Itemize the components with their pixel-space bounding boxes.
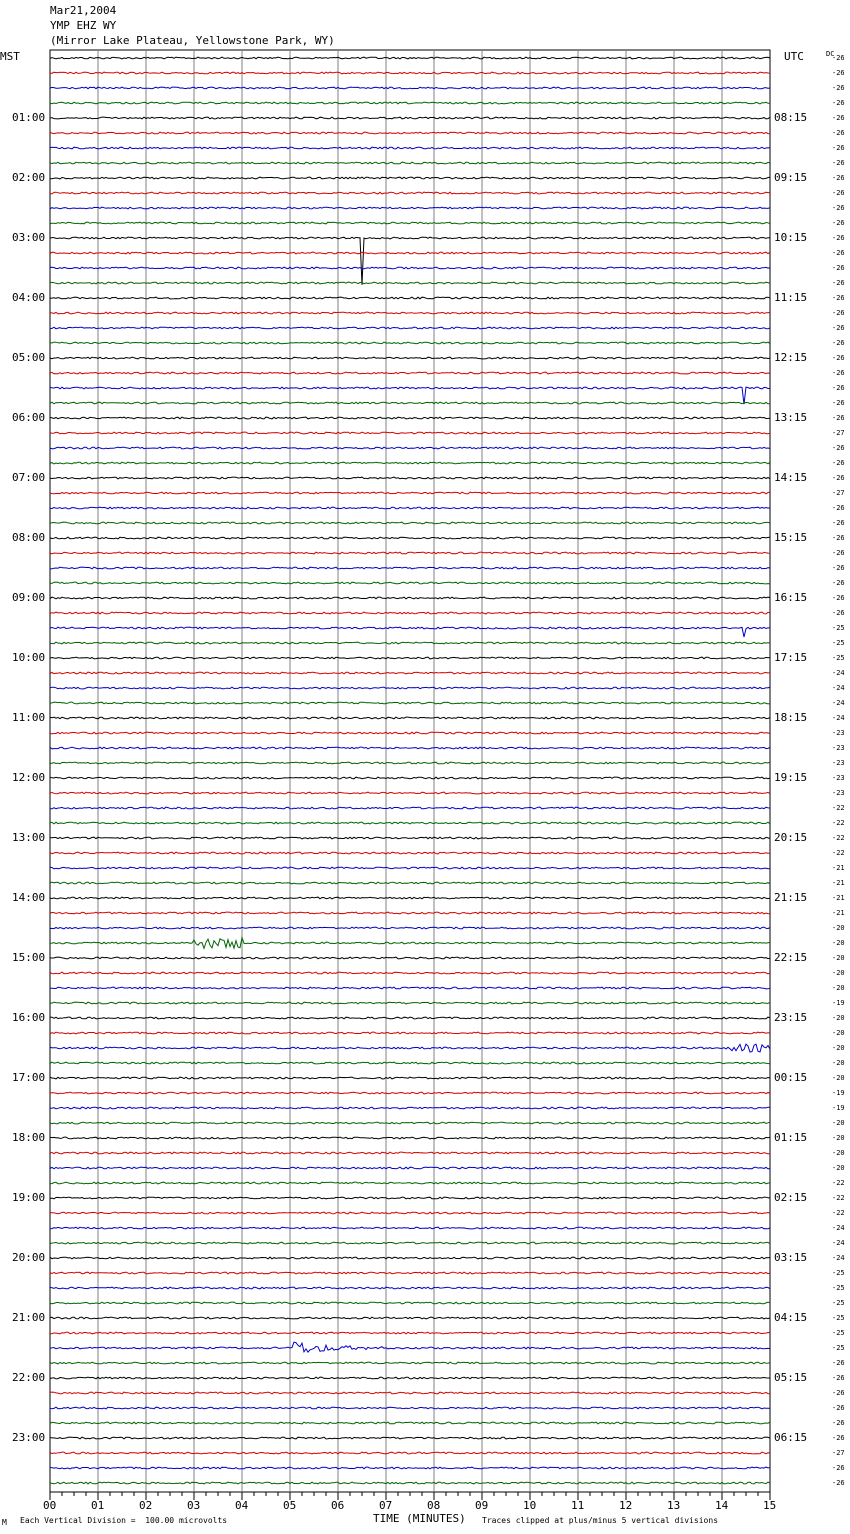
seismic-trace bbox=[50, 1302, 770, 1304]
utc-hour-label: 18:15 bbox=[774, 711, 808, 724]
dc-offset-value: -25 bbox=[832, 1329, 845, 1337]
dc-offset-value: -20 bbox=[832, 1044, 845, 1052]
x-tick-label: 11 bbox=[571, 1499, 585, 1512]
utc-hour-label: 23:15 bbox=[774, 1011, 808, 1024]
dc-offset-value: -21 bbox=[832, 894, 845, 902]
dc-offset-value: -20 bbox=[832, 1164, 845, 1172]
seismic-trace bbox=[50, 1212, 770, 1214]
dc-offset-value: -20 bbox=[832, 1014, 845, 1022]
dc-offset-value: -26 bbox=[832, 279, 845, 287]
dc-offset-value: -26 bbox=[832, 114, 845, 122]
seismic-trace bbox=[50, 492, 770, 494]
dc-offset-value: -20 bbox=[832, 954, 845, 962]
utc-hour-label: 22:15 bbox=[774, 951, 808, 964]
mst-axis-label: MST bbox=[0, 50, 20, 63]
seismic-trace bbox=[50, 402, 770, 404]
seismic-trace bbox=[50, 417, 770, 419]
dc-offset-value: -25 bbox=[832, 1284, 845, 1292]
mst-hour-label: 22:00 bbox=[12, 1371, 46, 1384]
utc-hour-label: 09:15 bbox=[774, 171, 808, 184]
seismic-trace bbox=[50, 1044, 770, 1052]
mst-hour-label: 18:00 bbox=[12, 1131, 46, 1144]
utc-hour-label: 16:15 bbox=[774, 591, 808, 604]
chart-date: Mar21,2004 bbox=[50, 4, 117, 17]
dc-offset-value: -26 bbox=[832, 204, 845, 212]
x-tick-label: 02 bbox=[139, 1499, 153, 1512]
seismic-trace bbox=[50, 447, 770, 449]
seismic-trace bbox=[50, 1077, 770, 1079]
x-tick-label: 15 bbox=[763, 1499, 777, 1512]
dc-offset-value: -26 bbox=[832, 174, 845, 182]
seismic-trace bbox=[50, 1317, 770, 1319]
dc-offset-value: -26 bbox=[832, 294, 845, 302]
seismic-trace bbox=[50, 72, 770, 74]
dc-offset-value: -26 bbox=[832, 1404, 845, 1412]
seismic-trace bbox=[50, 1152, 770, 1154]
dc-offset-value: -26 bbox=[832, 549, 845, 557]
mst-hour-label: 07:00 bbox=[12, 471, 46, 484]
seismic-trace bbox=[50, 1092, 770, 1094]
utc-hour-label: 19:15 bbox=[774, 771, 808, 784]
mst-hour-label: 05:00 bbox=[12, 351, 46, 364]
dc-offset-value: -26 bbox=[832, 564, 845, 572]
dc-offset-value: -20 bbox=[832, 1059, 845, 1067]
seismic-trace bbox=[50, 312, 770, 314]
seismic-trace bbox=[50, 627, 770, 637]
utc-hour-label: 20:15 bbox=[774, 831, 808, 844]
seismic-trace bbox=[50, 282, 770, 284]
seismic-trace bbox=[50, 192, 770, 194]
dc-offset-value: -26 bbox=[832, 579, 845, 587]
utc-hour-label: 21:15 bbox=[774, 891, 808, 904]
dc-offset-value: -24 bbox=[832, 669, 845, 677]
seismic-trace bbox=[50, 132, 770, 134]
dc-offset-value: -26 bbox=[832, 459, 845, 467]
seismic-trace bbox=[50, 1017, 770, 1019]
dc-offset-value: -24 bbox=[832, 1239, 845, 1247]
x-tick-label: 01 bbox=[91, 1499, 105, 1512]
dc-offset-value: -26 bbox=[832, 159, 845, 167]
seismic-trace bbox=[50, 882, 770, 884]
mst-hour-label: 10:00 bbox=[12, 651, 46, 664]
dc-offset-value: -22 bbox=[832, 849, 845, 857]
seismic-trace bbox=[50, 567, 770, 569]
seismic-trace bbox=[50, 612, 770, 614]
dc-offset-value: -26 bbox=[832, 399, 845, 407]
mst-hour-label: 02:00 bbox=[12, 171, 46, 184]
x-tick-label: 10 bbox=[523, 1499, 537, 1512]
seismic-trace bbox=[50, 267, 770, 269]
dc-offset-value: -26 bbox=[832, 309, 845, 317]
utc-hour-label: 12:15 bbox=[774, 351, 808, 364]
dc-offset-value: -21 bbox=[832, 879, 845, 887]
x-tick-label: 09 bbox=[475, 1499, 489, 1512]
utc-hour-label: 02:15 bbox=[774, 1191, 808, 1204]
dc-offset-value: -26 bbox=[832, 1389, 845, 1397]
dc-offset-value: -19 bbox=[832, 1104, 845, 1112]
seismic-trace bbox=[50, 1422, 770, 1424]
dc-offset-value: -26 bbox=[832, 414, 845, 422]
dc-offset-value: -26 bbox=[832, 69, 845, 77]
x-tick-label: 06 bbox=[331, 1499, 345, 1512]
seismic-trace bbox=[50, 1272, 770, 1274]
seismic-trace bbox=[50, 852, 770, 854]
dc-offset-value: -20 bbox=[832, 1134, 845, 1142]
dc-offset-value: -20 bbox=[832, 969, 845, 977]
seismic-trace bbox=[50, 537, 770, 539]
seismic-trace bbox=[50, 897, 770, 899]
dc-offset-value: -26 bbox=[832, 234, 845, 242]
seismic-trace bbox=[50, 1452, 770, 1454]
dc-offset-value: -26 bbox=[832, 84, 845, 92]
x-tick-label: 05 bbox=[283, 1499, 297, 1512]
seismic-trace bbox=[50, 642, 770, 644]
x-tick-label: 03 bbox=[187, 1499, 201, 1512]
seismic-trace bbox=[50, 1062, 770, 1064]
dc-offset-value: -20 bbox=[832, 984, 845, 992]
seismic-trace bbox=[50, 1467, 770, 1469]
dc-offset-value: -23 bbox=[832, 774, 845, 782]
seismic-trace bbox=[50, 822, 770, 824]
seismic-trace bbox=[50, 912, 770, 914]
dc-offset-value: -26 bbox=[832, 129, 845, 137]
dc-offset-value: -21 bbox=[832, 909, 845, 917]
dc-offset-value: -20 bbox=[832, 1149, 845, 1157]
dc-offset-value: -26 bbox=[832, 54, 845, 62]
seismic-trace bbox=[50, 1482, 770, 1484]
dc-offset-value: -26 bbox=[832, 249, 845, 257]
dc-offset-value: -26 bbox=[832, 1434, 845, 1442]
seismic-trace bbox=[50, 687, 770, 689]
seismic-trace bbox=[50, 222, 770, 224]
dc-offset-value: -26 bbox=[832, 519, 845, 527]
mst-hour-label: 20:00 bbox=[12, 1251, 46, 1264]
dc-offset-value: -26 bbox=[832, 264, 845, 272]
dc-offset-value: -26 bbox=[832, 444, 845, 452]
dc-offset-value: -23 bbox=[832, 759, 845, 767]
seismic-trace bbox=[50, 1137, 770, 1139]
seismic-trace bbox=[50, 732, 770, 734]
seismic-trace bbox=[50, 1362, 770, 1364]
seismic-trace bbox=[50, 987, 770, 989]
seismic-trace bbox=[50, 597, 770, 599]
seismic-trace bbox=[50, 177, 770, 179]
dc-offset-value: -24 bbox=[832, 1224, 845, 1232]
dc-offset-value: -26 bbox=[832, 1464, 845, 1472]
seismic-trace bbox=[50, 1257, 770, 1259]
dc-offset-value: -25 bbox=[832, 1314, 845, 1322]
dc-offset-value: -26 bbox=[832, 384, 845, 392]
seismic-trace bbox=[50, 1227, 770, 1229]
mst-hour-label: 19:00 bbox=[12, 1191, 46, 1204]
dc-offset-value: -26 bbox=[832, 1374, 845, 1382]
dc-offset-value: -26 bbox=[832, 354, 845, 362]
dc-offset-value: -23 bbox=[832, 789, 845, 797]
seismic-trace bbox=[50, 57, 770, 59]
utc-hour-label: 14:15 bbox=[774, 471, 808, 484]
mst-hour-label: 16:00 bbox=[12, 1011, 46, 1024]
dc-offset-value: -22 bbox=[832, 819, 845, 827]
seismic-trace bbox=[50, 762, 770, 764]
seismic-trace bbox=[50, 777, 770, 779]
seismic-trace bbox=[50, 462, 770, 464]
seismic-trace bbox=[50, 867, 770, 869]
seismic-trace bbox=[50, 1342, 770, 1352]
utc-hour-label: 13:15 bbox=[774, 411, 808, 424]
seismic-trace bbox=[50, 807, 770, 809]
dc-offset-value: -25 bbox=[832, 639, 845, 647]
seismic-trace bbox=[50, 1287, 770, 1289]
seismic-trace bbox=[50, 972, 770, 974]
seismic-trace bbox=[50, 702, 770, 704]
utc-hour-label: 10:15 bbox=[774, 231, 808, 244]
dc-offset-value: -24 bbox=[832, 684, 845, 692]
dc-offset-value: -19 bbox=[832, 1089, 845, 1097]
seismic-trace bbox=[50, 657, 770, 659]
seismic-trace bbox=[50, 342, 770, 344]
seismic-trace bbox=[50, 327, 770, 329]
dc-offset-value: -23 bbox=[832, 729, 845, 737]
dc-offset-value: -21 bbox=[832, 864, 845, 872]
dc-offset-value: -26 bbox=[832, 609, 845, 617]
dc-offset-value: -26 bbox=[832, 189, 845, 197]
utc-hour-label: 04:15 bbox=[774, 1311, 808, 1324]
seismic-trace bbox=[50, 1332, 770, 1334]
seismic-trace bbox=[50, 387, 770, 404]
seismic-trace bbox=[50, 1242, 770, 1244]
dc-offset-value: -26 bbox=[832, 1419, 845, 1427]
utc-hour-label: 11:15 bbox=[774, 291, 808, 304]
station-location: (Mirror Lake Plateau, Yellowstone Park, WY) bbox=[50, 34, 335, 47]
dc-offset-value: -24 bbox=[832, 1254, 845, 1262]
dc-offset-value: -26 bbox=[832, 369, 845, 377]
dc-offset-value: -25 bbox=[832, 654, 845, 662]
x-tick-label: 12 bbox=[619, 1499, 633, 1512]
seismic-trace bbox=[50, 1197, 770, 1199]
dc-offset-value: -26 bbox=[832, 99, 845, 107]
dc-offset-value: -26 bbox=[832, 339, 845, 347]
x-axis-title: TIME (MINUTES) bbox=[373, 1512, 466, 1525]
seismic-trace bbox=[50, 507, 770, 509]
x-tick-label: 04 bbox=[235, 1499, 249, 1512]
mst-hour-label: 12:00 bbox=[12, 771, 46, 784]
dc-offset-value: -22 bbox=[832, 1179, 845, 1187]
dc-offset-value: -26 bbox=[832, 324, 845, 332]
mst-hour-label: 15:00 bbox=[12, 951, 46, 964]
dc-column-label: DC bbox=[826, 50, 835, 58]
seismic-trace bbox=[50, 837, 770, 839]
scale-note: Each Vertical Division = 100.00 microvolts bbox=[20, 1516, 228, 1525]
x-tick-label: 00 bbox=[43, 1499, 57, 1512]
utc-hour-label: 05:15 bbox=[774, 1371, 808, 1384]
seismic-trace bbox=[50, 432, 770, 434]
seismic-trace bbox=[50, 717, 770, 719]
mst-hour-label: 14:00 bbox=[12, 891, 46, 904]
x-tick-label: 07 bbox=[379, 1499, 393, 1512]
dc-offset-value: -26 bbox=[832, 144, 845, 152]
seismic-trace bbox=[50, 522, 770, 524]
seismic-trace bbox=[50, 1122, 770, 1124]
dc-offset-value: -20 bbox=[832, 1119, 845, 1127]
utc-hour-label: 01:15 bbox=[774, 1131, 808, 1144]
seismic-trace bbox=[50, 117, 770, 119]
mst-hour-label: 08:00 bbox=[12, 531, 46, 544]
seismic-trace bbox=[50, 1392, 770, 1394]
utc-hour-label: 03:15 bbox=[774, 1251, 808, 1264]
utc-hour-label: 08:15 bbox=[774, 111, 808, 124]
seismic-trace bbox=[50, 1377, 770, 1379]
dc-offset-value: -24 bbox=[832, 714, 845, 722]
dc-offset-value: -22 bbox=[832, 804, 845, 812]
x-tick-label: 14 bbox=[715, 1499, 729, 1512]
utc-hour-label: 06:15 bbox=[774, 1431, 808, 1444]
mst-hour-label: 09:00 bbox=[12, 591, 46, 604]
dc-offset-value: -27 bbox=[832, 489, 845, 497]
dc-offset-value: -22 bbox=[832, 834, 845, 842]
seismic-trace bbox=[50, 372, 770, 374]
dc-offset-value: -27 bbox=[832, 1449, 845, 1457]
plot-frame bbox=[50, 50, 770, 1492]
utc-axis-label: UTC bbox=[784, 50, 804, 63]
mst-hour-label: 03:00 bbox=[12, 231, 46, 244]
seismic-trace bbox=[50, 162, 770, 164]
dc-offset-value: -26 bbox=[832, 1359, 845, 1367]
clip-note: Traces clipped at plus/minus 5 vertical divisions bbox=[482, 1516, 719, 1525]
x-tick-label: 08 bbox=[427, 1499, 441, 1512]
seismic-trace bbox=[50, 957, 770, 959]
seismic-trace bbox=[50, 147, 770, 149]
seismic-trace bbox=[50, 102, 770, 104]
dc-offset-value: -22 bbox=[832, 1209, 845, 1217]
dc-offset-value: -27 bbox=[832, 429, 845, 437]
mst-hour-label: 06:00 bbox=[12, 411, 46, 424]
seismic-trace bbox=[50, 1107, 770, 1109]
seismic-trace bbox=[50, 672, 770, 674]
dc-offset-value: -26 bbox=[832, 474, 845, 482]
seismic-trace bbox=[50, 1407, 770, 1409]
dc-offset-value: -26 bbox=[832, 504, 845, 512]
seismic-trace bbox=[50, 252, 770, 254]
station-code: YMP EHZ WY bbox=[50, 19, 117, 32]
dc-offset-value: -25 bbox=[832, 1269, 845, 1277]
dc-offset-value: -26 bbox=[832, 219, 845, 227]
seismic-trace bbox=[50, 357, 770, 359]
dc-offset-value: -19 bbox=[832, 999, 845, 1007]
seismic-trace bbox=[50, 1182, 770, 1184]
seismic-trace bbox=[50, 237, 770, 285]
dc-offset-value: -26 bbox=[832, 534, 845, 542]
seismic-trace bbox=[50, 1002, 770, 1004]
seismic-trace bbox=[50, 297, 770, 299]
x-tick-label: 13 bbox=[667, 1499, 681, 1512]
dc-offset-value: -26 bbox=[832, 1479, 845, 1487]
utc-hour-label: 00:15 bbox=[774, 1071, 808, 1084]
seismic-trace bbox=[50, 87, 770, 89]
mst-hour-label: 04:00 bbox=[12, 291, 46, 304]
dc-offset-value: -20 bbox=[832, 924, 845, 932]
mst-hour-label: 01:00 bbox=[12, 111, 46, 124]
mst-hour-label: 11:00 bbox=[12, 711, 46, 724]
dc-offset-value: -20 bbox=[832, 1029, 845, 1037]
corner-mark: M bbox=[2, 1518, 7, 1527]
seismic-trace bbox=[50, 1167, 770, 1169]
dc-offset-value: -26 bbox=[832, 594, 845, 602]
dc-offset-value: -25 bbox=[832, 1344, 845, 1352]
dc-offset-value: -25 bbox=[832, 624, 845, 632]
dc-offset-value: -20 bbox=[832, 1074, 845, 1082]
dc-offset-value: -22 bbox=[832, 1194, 845, 1202]
dc-offset-value: -20 bbox=[832, 939, 845, 947]
seismic-trace bbox=[50, 747, 770, 749]
dc-offset-value: -25 bbox=[832, 1299, 845, 1307]
seismic-trace bbox=[50, 927, 770, 929]
seismic-trace bbox=[50, 477, 770, 479]
dc-offset-value: -23 bbox=[832, 744, 845, 752]
seismic-trace bbox=[50, 552, 770, 554]
mst-hour-label: 21:00 bbox=[12, 1311, 46, 1324]
utc-hour-label: 15:15 bbox=[774, 531, 808, 544]
mst-hour-label: 13:00 bbox=[12, 831, 46, 844]
seismic-trace bbox=[50, 207, 770, 209]
seismic-trace bbox=[50, 1032, 770, 1034]
seismic-trace bbox=[50, 1437, 770, 1439]
seismic-trace bbox=[50, 792, 770, 794]
mst-hour-label: 17:00 bbox=[12, 1071, 46, 1084]
mst-hour-label: 23:00 bbox=[12, 1431, 46, 1444]
dc-offset-value: -24 bbox=[832, 699, 845, 707]
seismic-trace bbox=[50, 582, 770, 584]
utc-hour-label: 17:15 bbox=[774, 651, 808, 664]
seismic-trace bbox=[50, 938, 770, 949]
